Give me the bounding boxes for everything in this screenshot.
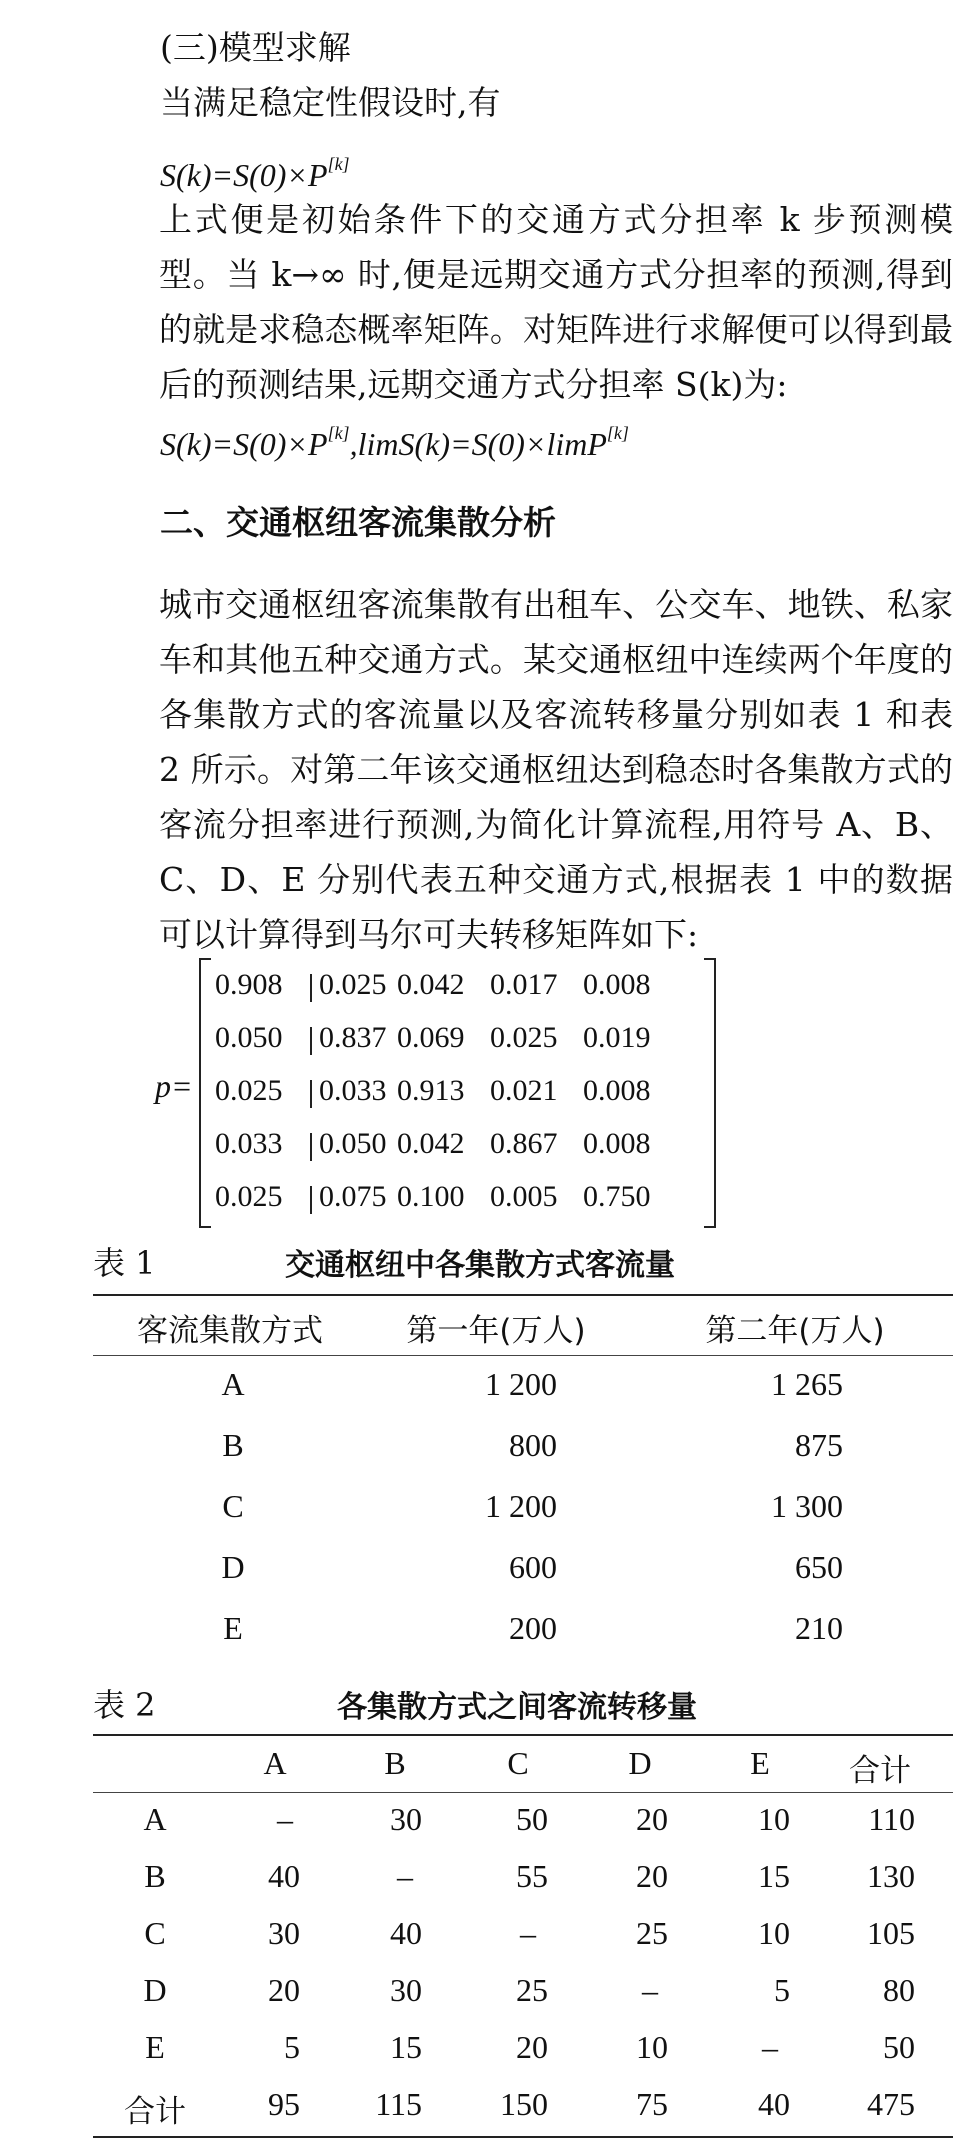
table2-row-label: A xyxy=(143,1801,167,1837)
table1-header-rule xyxy=(93,1355,953,1356)
matrix-cell: 0.750 xyxy=(583,1180,651,1213)
matrix-partition-bar xyxy=(310,1027,312,1055)
table1-caption xyxy=(93,1238,953,1283)
formula-2-sup1: [k] xyxy=(327,423,350,443)
matrix-left-bracket xyxy=(199,958,211,1228)
table2-cell: 75 xyxy=(636,2086,668,2122)
table2-cell: 110 xyxy=(868,1801,915,1837)
table2-cell: 10 xyxy=(758,1801,790,1837)
condition-text: 当满足稳定性假设时,有 xyxy=(160,83,501,122)
matrix-label: p= xyxy=(155,1068,193,1104)
table2-cell: – xyxy=(397,1858,413,1894)
matrix-cell: 0.019 xyxy=(583,1021,651,1054)
table1-year1-cell: 600 xyxy=(509,1549,557,1585)
table2-cell: 20 xyxy=(516,2029,548,2065)
table2-title: 各集散方式之间客流转移量 xyxy=(337,1690,697,1725)
table2-top-rule xyxy=(93,1734,953,1736)
matrix-partition-bar xyxy=(310,1133,312,1161)
table2-cell: 15 xyxy=(758,1858,790,1894)
table1-number: 表 1 xyxy=(93,1244,156,1282)
table2-cell: 80 xyxy=(883,1972,915,2008)
matrix-right-bracket xyxy=(704,958,716,1228)
table1-mode-cell: C xyxy=(222,1488,244,1524)
table2-cell: 95 xyxy=(268,2086,300,2122)
table1-year2-cell: 1 300 xyxy=(771,1488,843,1524)
table2-row-label: E xyxy=(145,2029,165,2065)
table2-cell: 105 xyxy=(867,1915,915,1951)
matrix-cell: 0.033 xyxy=(215,1127,283,1160)
matrix-cell: 0.075 xyxy=(319,1180,387,1213)
table2-cell: 30 xyxy=(390,1972,422,2008)
table2-row-label: D xyxy=(143,1972,167,2008)
formula-2-part1: S(k)=S(0)×P xyxy=(160,426,328,462)
table2-cell: 15 xyxy=(390,2029,422,2065)
table1-year2-cell: 210 xyxy=(795,1610,843,1646)
matrix-cell: 0.008 xyxy=(583,968,651,1001)
table1-year1-cell: 1 200 xyxy=(485,1366,557,1402)
prediction-paragraph xyxy=(93,192,953,412)
matrix-cell: 0.008 xyxy=(583,1127,651,1160)
matrix-cell: 0.042 xyxy=(397,968,465,1001)
table2-cell: 50 xyxy=(883,2029,915,2065)
table1-year2-cell: 875 xyxy=(795,1427,843,1463)
table1-header-cell: 第一年(万人) xyxy=(406,1313,586,1349)
matrix-cell: 0.025 xyxy=(319,968,387,1001)
table2-bottom-rule xyxy=(93,2136,953,2138)
matrix-cell: 0.050 xyxy=(215,1021,283,1054)
formula-1-main: S(k)=S(0)×P xyxy=(160,157,328,193)
table2-cell: 10 xyxy=(636,2029,668,2065)
matrix-cell: 0.033 xyxy=(319,1074,387,1107)
table2-cell: 475 xyxy=(867,2086,915,2122)
table1-year1-cell: 800 xyxy=(509,1427,557,1463)
table2-cell: 5 xyxy=(774,1972,790,2008)
table2-cell: 40 xyxy=(390,1915,422,1951)
matrix-cell: 0.021 xyxy=(490,1074,558,1107)
table1-top-rule xyxy=(93,1294,953,1296)
table1-year2-cell: 1 265 xyxy=(771,1366,843,1402)
table1-header-cell: 第二年(万人) xyxy=(705,1313,885,1349)
table2-cell: 55 xyxy=(516,1858,548,1894)
table2-cell: 10 xyxy=(758,1915,790,1951)
table2-cell: – xyxy=(762,2029,778,2065)
table2-cell: 150 xyxy=(500,2086,548,2122)
matrix-cell: 0.913 xyxy=(397,1074,465,1107)
table2-header-cell: B xyxy=(384,1745,406,1781)
table2-cell: 115 xyxy=(375,2086,422,2122)
table2-row-label: 合计 xyxy=(124,2094,186,2130)
matrix-partition-bar xyxy=(310,1080,312,1108)
table2-cell: 5 xyxy=(284,2029,300,2065)
table2-cell: 40 xyxy=(758,2086,790,2122)
table2-header-cell: D xyxy=(628,1745,652,1781)
table1-header-cell: 客流集散方式 xyxy=(137,1313,323,1349)
table1-year2-cell: 650 xyxy=(795,1549,843,1585)
analysis-paragraph-text: 城市交通枢纽客流集散有出租车、公交车、地铁、私家车和其他五种交通方式。某交通枢纽中连续两个年度的各集散方式的客流量以及客流转移量分别如表 1 和表 2 所示。对第二年该交通枢纽达到稳态时各集散方式的客流分担率进行预测,为简化计算流程,用符号 A、B、C、D、E 分别代表五种交通方式,根据表 1 中的数据可以计算得到马尔可夫转移矩阵如下: xyxy=(159,585,953,954)
table2-cell: 40 xyxy=(268,1858,300,1894)
matrix-cell: 0.008 xyxy=(583,1074,651,1107)
table2-cell: 20 xyxy=(268,1972,300,2008)
table2-number: 表 2 xyxy=(93,1686,156,1724)
subsection-heading: (三)模型求解 xyxy=(160,28,351,67)
table2-cell: 25 xyxy=(516,1972,548,2008)
prediction-paragraph-text: 上式便是初始条件下的交通方式分担率 k 步预测模型。当 k→∞ 时,便是远期交通方式分担率的预测,得到的就是求稳态概率矩阵。对矩阵进行求解便可以得到最后的预测结果,远期交通方式分担率 S(k)为: xyxy=(159,200,953,404)
table2-header-cell: E xyxy=(750,1745,770,1781)
table2-cell: 25 xyxy=(636,1915,668,1951)
table1-mode-cell: E xyxy=(223,1610,243,1646)
matrix-partition-bar xyxy=(310,1186,312,1214)
table1-year1-cell: 1 200 xyxy=(485,1488,557,1524)
matrix-cell: 0.025 xyxy=(490,1021,558,1054)
table2-row-label: C xyxy=(144,1915,166,1951)
table2-header-cell: A xyxy=(263,1745,287,1781)
analysis-paragraph xyxy=(93,577,953,962)
matrix-cell: 0.050 xyxy=(319,1127,387,1160)
matrix-cell: 0.042 xyxy=(397,1127,465,1160)
table2-caption xyxy=(93,1680,953,1725)
table2-header-rule xyxy=(93,1792,953,1793)
formula-2-sup2: [k] xyxy=(606,423,629,443)
matrix-cell: 0.837 xyxy=(319,1021,387,1054)
table2-cell: 130 xyxy=(867,1858,915,1894)
matrix-cell: 0.867 xyxy=(490,1127,558,1160)
table1-mode-cell: D xyxy=(221,1549,245,1585)
table2-cell: 20 xyxy=(636,1858,668,1894)
table2-cell: 30 xyxy=(268,1915,300,1951)
formula-2 xyxy=(160,413,629,464)
table2-header-cell: 合计 xyxy=(849,1753,911,1789)
matrix-cell: 0.100 xyxy=(397,1180,465,1213)
matrix-cell: 0.069 xyxy=(397,1021,465,1054)
table2-row-label: B xyxy=(144,1858,166,1894)
matrix-cell: 0.025 xyxy=(215,1180,283,1213)
matrix-cell: 0.025 xyxy=(215,1074,283,1107)
table2-cell: – xyxy=(277,1801,293,1837)
table2-cell: 30 xyxy=(390,1801,422,1837)
section-title: 二、交通枢纽客流集散分析 xyxy=(160,503,556,542)
matrix-cell: 0.908 xyxy=(215,968,283,1001)
table2-cell: – xyxy=(520,1915,536,1951)
matrix-cell: 0.017 xyxy=(490,968,558,1001)
table1-title: 交通枢纽中各集散方式客流量 xyxy=(285,1248,675,1283)
table2-cell: 50 xyxy=(516,1801,548,1837)
table1-mode-cell: B xyxy=(222,1427,244,1463)
matrix-partition-bar xyxy=(310,974,312,1002)
formula-2-part2: ,limS(k)=S(0)×limP xyxy=(349,426,607,462)
table1-year1-cell: 200 xyxy=(509,1610,557,1646)
table2-header-cell: C xyxy=(507,1745,529,1781)
table2-cell: 20 xyxy=(636,1801,668,1837)
formula-1-superscript: [k] xyxy=(327,154,350,174)
table1-mode-cell: A xyxy=(221,1366,245,1402)
matrix-cell: 0.005 xyxy=(490,1180,558,1213)
table2-cell: – xyxy=(642,1972,658,2008)
formula-1 xyxy=(160,144,350,195)
